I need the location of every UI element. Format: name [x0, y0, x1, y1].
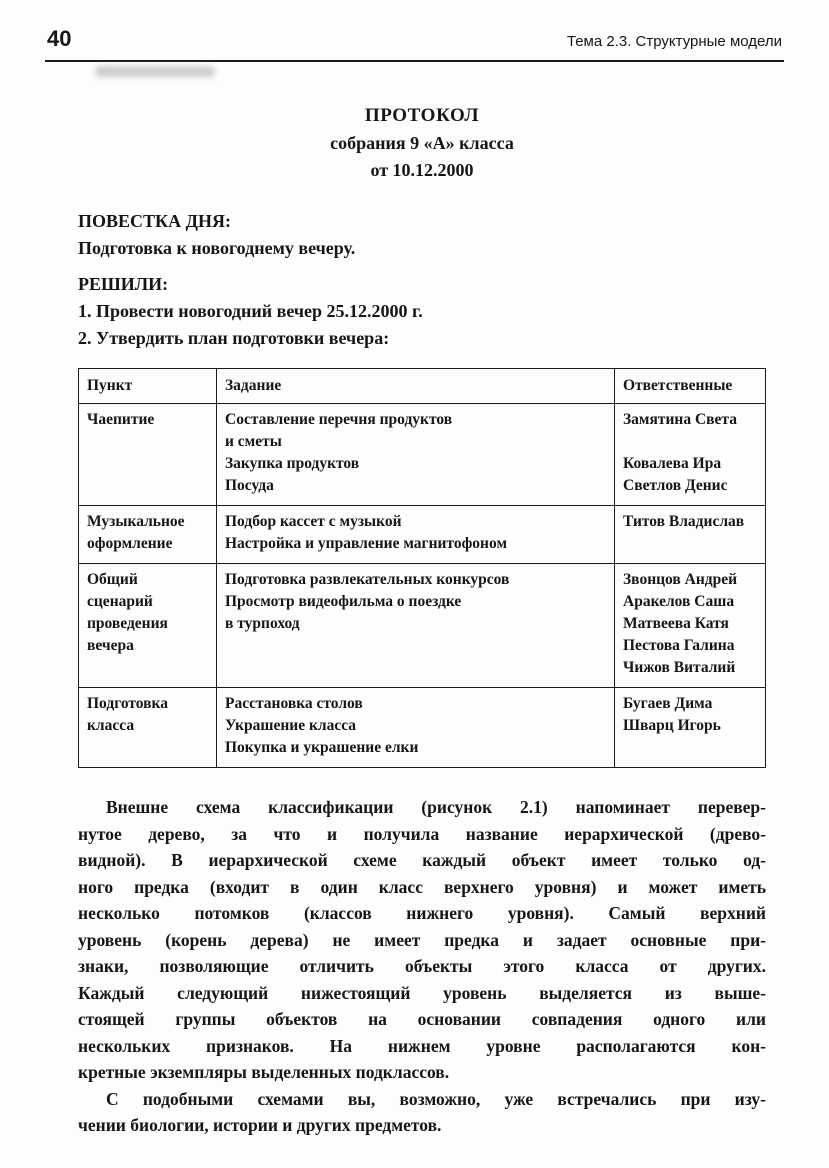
cell-line: Шварц Игорь: [623, 717, 721, 734]
page-content: [78, 102, 766, 1139]
cell-line: Титов Владислав: [623, 513, 745, 530]
table-row: [79, 404, 766, 506]
cell-line: вечера: [87, 637, 134, 654]
cell-line: Бугаев Дима: [623, 695, 713, 712]
cell-line: Покупка и украшение елки: [225, 739, 419, 756]
cell-line: Просмотр видеофильма о поездке: [225, 593, 462, 610]
paragraph-line: Внешне схема классификации (рисунок 2.1) напоминает перевер-: [106, 797, 766, 817]
paragraph-line: видной). В иерархической схеме каждый объект имеет только од-: [78, 850, 766, 870]
cell-line: Чижов Виталий: [623, 659, 736, 676]
paragraph-line: нутое дерево, за что и получила название иерархической (древо-: [78, 823, 766, 844]
cell-task: [217, 564, 615, 688]
cell-line: Светлов Денис: [623, 477, 728, 494]
protocol-subtitle-2: от 10.12.2000: [370, 160, 474, 180]
table-header-resp: Ответственные: [615, 369, 766, 404]
paragraph-line: уровень (корень дерева) не имеет предка и задает основные при-: [78, 929, 766, 950]
cell-resp: [615, 506, 766, 564]
cell-line: Подготовка развлекательных конкурсов: [225, 571, 510, 588]
cell-line: Звонцов Андрей: [623, 571, 738, 588]
cell-line: Украшение класса: [225, 717, 357, 734]
cell-line: Расстановка столов: [225, 695, 363, 712]
cell-line: Общий: [87, 571, 138, 588]
cell-task: [217, 506, 615, 564]
cell-line: Матвеева Катя: [623, 615, 729, 632]
cell-line: Ковалева Ира: [623, 455, 722, 472]
cell-line: Чаепитие: [87, 411, 155, 428]
cell-line: Пестова Галина: [623, 637, 735, 654]
cell-line: в турпоход: [225, 615, 300, 632]
protocol-subtitle-1: собрания 9 «А» класса: [330, 133, 514, 153]
paragraph-line: несколько потомков (классов нижнего уровня). Самый верхний: [78, 903, 766, 923]
cell-resp: [615, 404, 766, 506]
decision-item-2: 2. Утвердить план подготовки вечера:: [78, 328, 390, 348]
body-paragraph: [78, 794, 766, 1086]
paragraph-line: нескольких признаков. На нижнем уровне располагаются кон-: [78, 1035, 766, 1056]
table-header-row: [79, 369, 766, 404]
cell-item: [79, 688, 217, 768]
agenda-heading: ПОВЕСТКА ДНЯ:: [78, 211, 231, 231]
cell-line: Составление перечня продуктов: [225, 411, 453, 428]
cell-task: [217, 404, 615, 506]
table-header-item: Пункт: [79, 369, 217, 404]
page-number: 40: [47, 26, 72, 51]
running-title: Тема 2.3. Структурные модели: [566, 33, 782, 50]
cell-line: Замятина Света: [623, 411, 737, 428]
cell-line: класса: [87, 717, 135, 734]
cell-line: оформление: [87, 535, 173, 552]
cell-item: [79, 564, 217, 688]
paragraph-line: стоящей группы объектов на основании совпадения одного или: [78, 1009, 766, 1029]
header-rule: [45, 60, 784, 62]
cell-line: Музыкальное: [87, 513, 185, 530]
protocol-title-block: [78, 102, 766, 184]
paragraph-line: чении биологии, истории и других предметов.: [78, 1115, 442, 1135]
plan-table: [78, 368, 766, 768]
cell-line: Подбор кассет с музыкой: [225, 513, 402, 530]
paragraph-line: Каждый следующий нижестоящий уровень выделяется из выше-: [78, 982, 766, 1003]
decided-heading: РЕШИЛИ:: [78, 274, 169, 294]
paragraph-line: ного предка (входит в один класс верхнего уровня) и может иметь: [78, 876, 766, 897]
agenda-text: Подготовка к новогоднему вечеру.: [78, 238, 356, 258]
table-header-task: Задание: [217, 369, 615, 404]
decision-item-1: 1. Провести новогодний вечер 25.12.2000 г.: [78, 301, 423, 321]
table-row: [79, 564, 766, 688]
paragraph-line: знаки, позволяющие отличить объекты этого класса от других.: [78, 956, 766, 976]
cell-line: [623, 431, 757, 453]
paragraph-line: С подобными схемами вы, возможно, уже встречались при изу-: [106, 1088, 766, 1109]
cell-item: [79, 404, 217, 506]
body-text: [78, 794, 766, 1139]
body-paragraph: [78, 1086, 766, 1139]
paragraph-line: кретные экземпляры выделенных подклассов.: [78, 1062, 450, 1082]
cell-line: Закупка продуктов: [225, 455, 360, 472]
cell-line: и сметы: [225, 433, 282, 450]
table-row: [79, 506, 766, 564]
cell-line: проведения: [87, 615, 168, 632]
scan-artifact: [95, 66, 215, 77]
cell-line: Аракелов Саша: [623, 593, 735, 610]
cell-line: Посуда: [225, 477, 274, 494]
cell-resp: [615, 688, 766, 768]
running-header: [47, 26, 782, 52]
cell-item: [79, 506, 217, 564]
cell-line: Подготовка: [87, 695, 168, 712]
cell-resp: [615, 564, 766, 688]
table-row: [79, 688, 766, 768]
cell-line: Настройка и управление магнитофоном: [225, 535, 508, 552]
protocol-title: ПРОТОКОЛ: [364, 105, 480, 126]
cell-line: сценарий: [87, 593, 153, 610]
cell-task: [217, 688, 615, 768]
